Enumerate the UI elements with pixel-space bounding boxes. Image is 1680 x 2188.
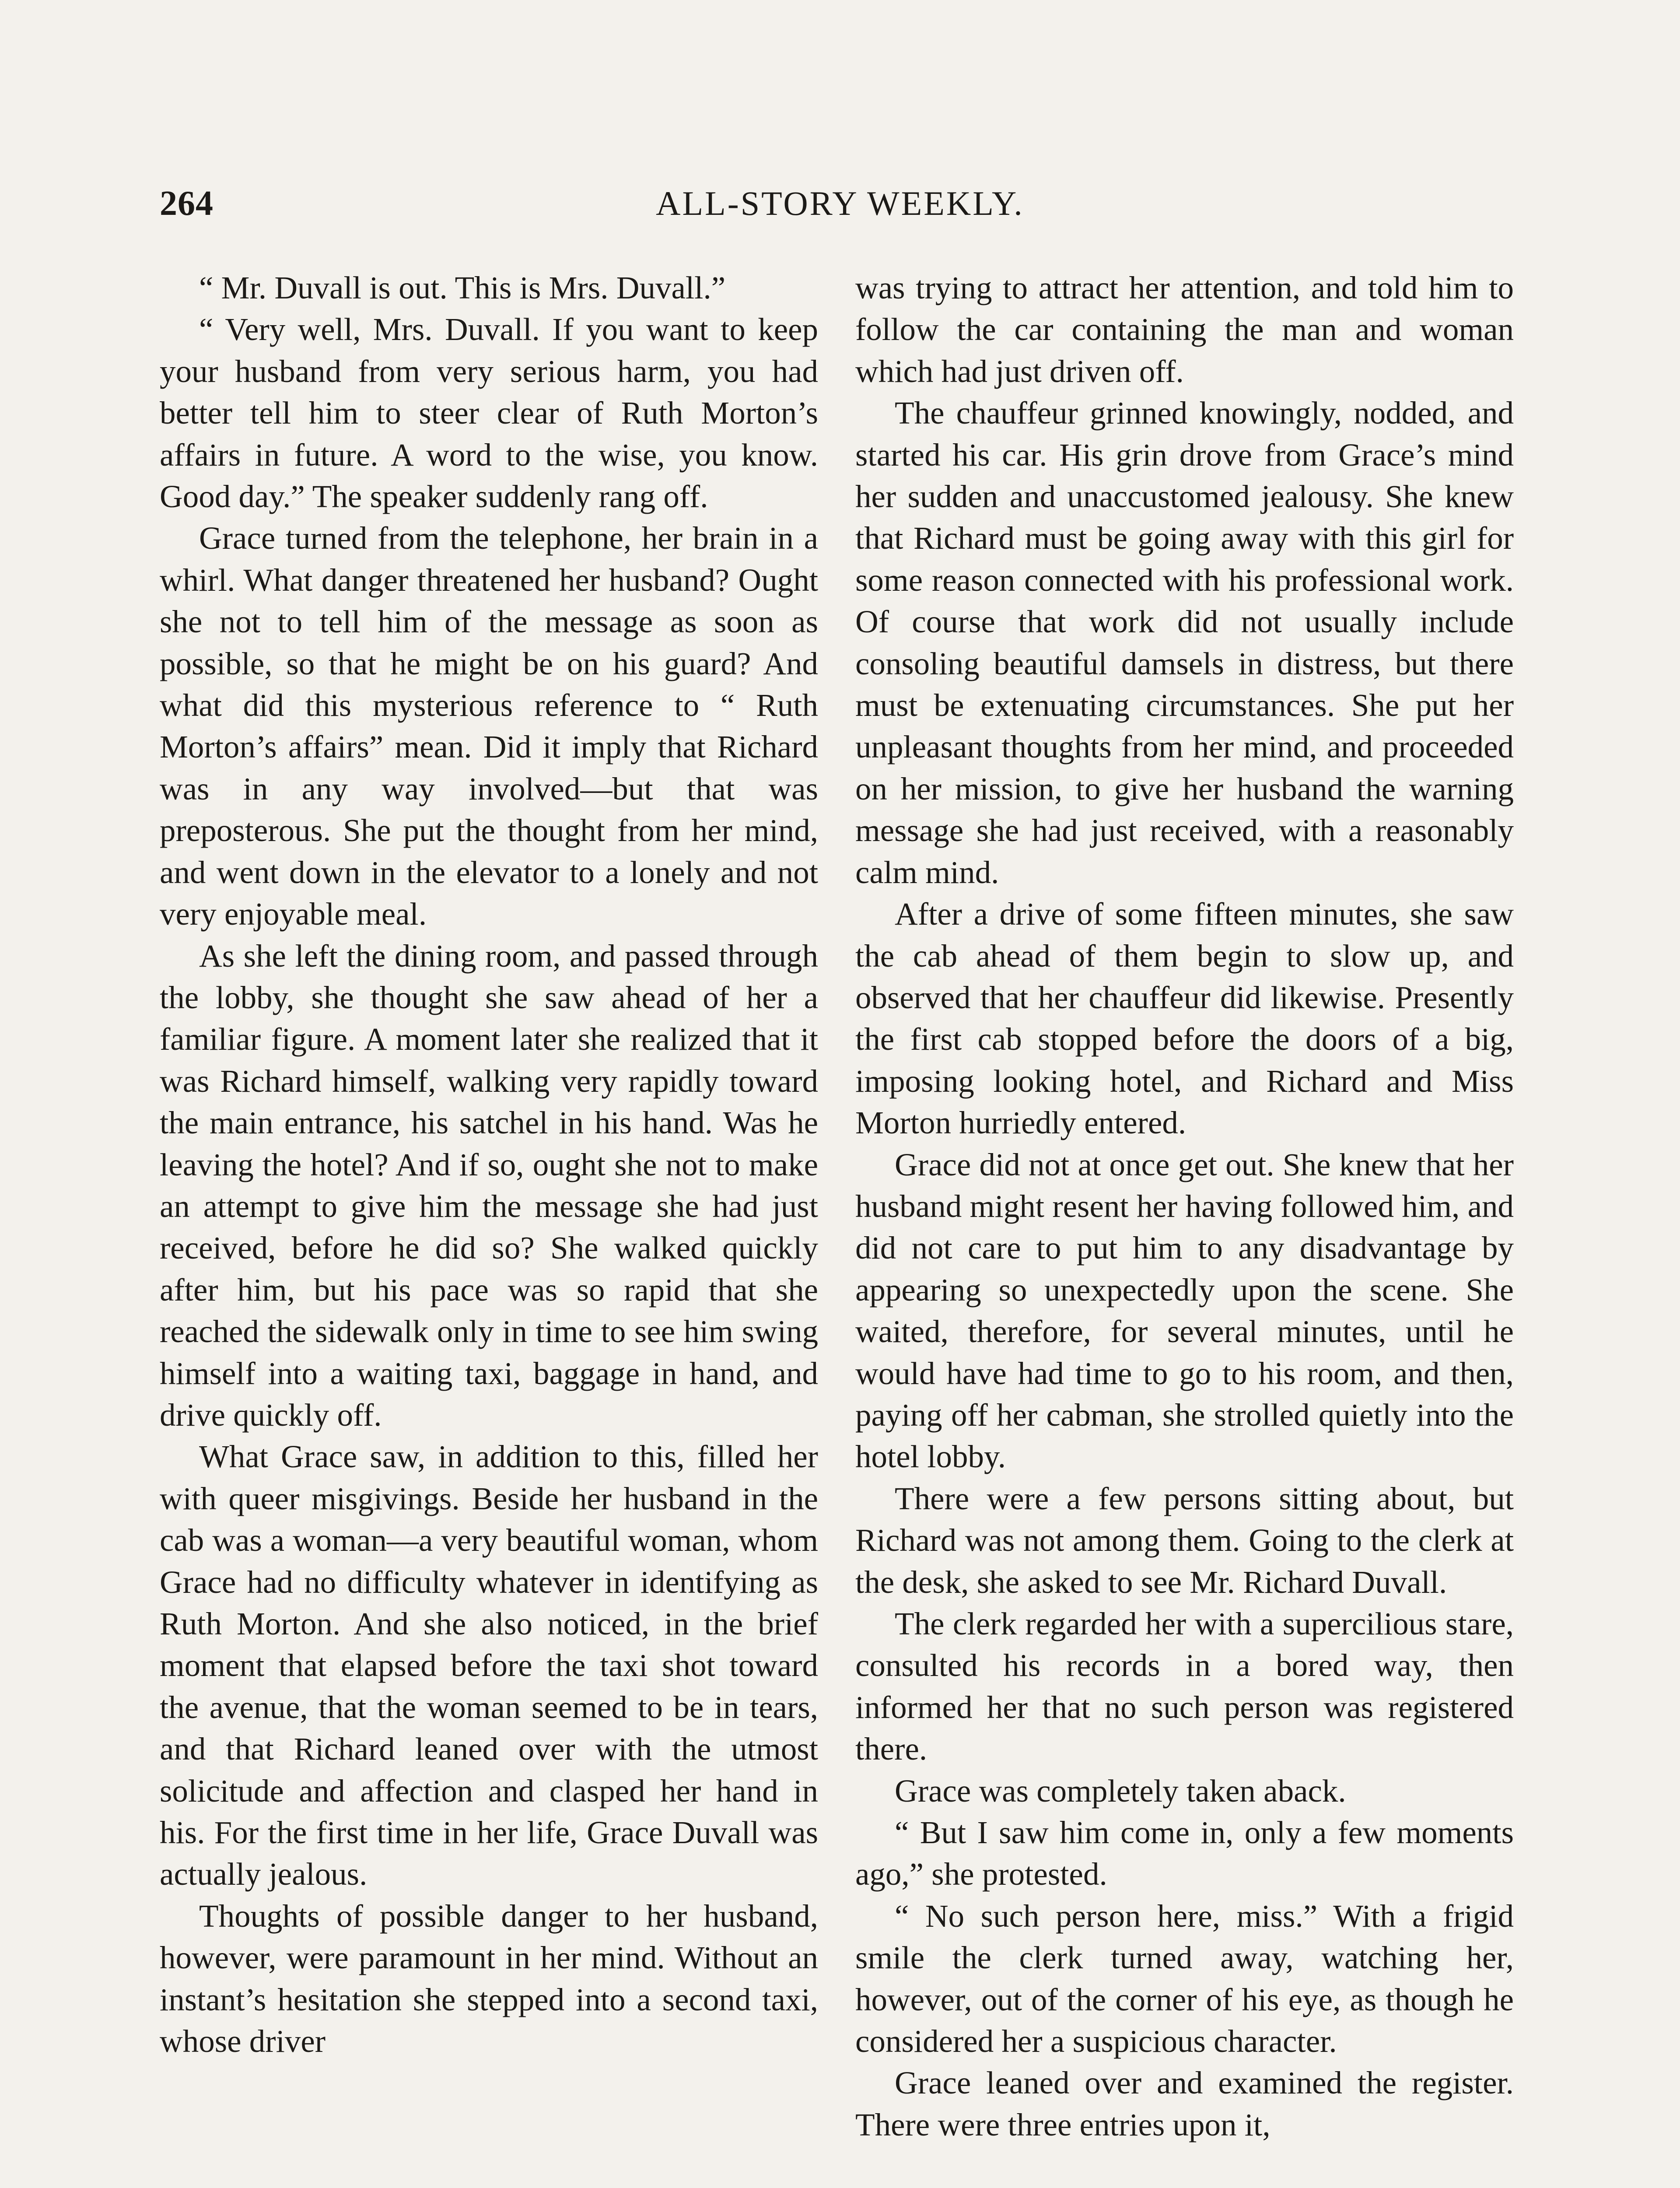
left-column (160, 267, 818, 2062)
running-title: ALL-STORY WEEKLY. (656, 184, 1024, 222)
paragraph: As she left the dining room, and passed through the lobby, she thought she saw ahead of her a familiar figure. A moment later she realized that it was Richard himself, walking very rapidly toward the main entrance, his satchel in his hand. Was he leaving the hotel? And if so, ought she not to make an attempt to give him the message she had just received, before he did so? She walked quickly after him, but his pace was so rapid that she reached the sidewalk only in time to see him swing himself into a waiting taxi, baggage in hand, and drive quickly off. (160, 938, 818, 1433)
paragraph: What Grace saw, in addition to this, filled her with queer misgivings. Beside her husband in the cab was a woman—a very beautiful woman, whom Grace had no difficulty whatever in identifying as Ruth Morton. And she also noticed, in the brief moment that elapsed before the taxi shot toward the avenue, that the woman seemed to be in tears, and that Richard leaned over with the utmost solicitude and affection and clasped her hand in his. For the first time in her life, Grace Duvall was actually jealous. (160, 1439, 818, 1892)
paragraph: was trying to attract her attention, and told him to follow the car containing the man and woman which had just driven off. (855, 270, 1514, 389)
paragraph: Grace leaned over and examined the register. There were three entries upon it, (855, 2065, 1514, 2142)
paragraph: “ Very well, Mrs. Duvall. If you want to keep your husband from very serious harm, you had better tell him to steer clear of Ruth Morton’s affairs in future. A word to the wise, you know. Good day.” The speaker suddenly rang off. (160, 312, 818, 515)
paragraph: The clerk regarded her with a supercilious stare, consulted his records in a bored way, then informed her that no such person was registered there. (855, 1606, 1514, 1767)
paragraph: Grace did not at once get out. She knew that her husband might resent her having followed him, and did not care to put him to any disadvantage by appearing so unexpectedly upon the scene. She waited, therefore, for several minutes, until he would have had time to go to his room, and then, paying off her cabman, she strolled quietly into the hotel lobby. (855, 1147, 1514, 1475)
paragraph: “ No such person here, miss.” With a frigid smile the clerk turned away, watching her, however, out of the corner of his eye, as though he considered her a suspicious character. (855, 1898, 1514, 2059)
paragraph: “ But I saw him come in, only a few moments ago,” she protested. (855, 1815, 1514, 1892)
paragraph: There were a few persons sitting about, but Richard was not among them. Going to the clerk at the desk, she asked to see Mr. Richard Duvall. (855, 1480, 1514, 1600)
right-column (855, 267, 1514, 2146)
page-header (160, 184, 1520, 236)
paragraph: Grace was completely taken aback. (895, 1773, 1346, 1809)
page-number: 264 (160, 184, 214, 223)
paragraph: The chauffeur grinned knowingly, nodded, and started his car. His grin drove from Grace’s mind her sudden and unaccustomed jealousy. She knew that Richard must be going away with this girl for some reason connected with his professional work. Of course that work did not usually include consoling beautiful damsels in distress, but there must be extenuating circumstances. She put her unpleasant thoughts from her mind, and proceeded on her mission, to give her husband the warning message she had just received, with a reasonably calm mind. (855, 395, 1514, 890)
paragraph: Grace turned from the telephone, her brain in a whirl. What danger threatened her husband? Ought she not to tell him of the message as soon as possible, so that he might be on his guard? And what did this mysterious reference to “ Ruth Morton’s affairs” mean. Did it imply that Richard was in any way involved—but that was preposterous. She put the thought from her mind, and went down in the elevator to a lonely and not very enjoyable meal. (160, 520, 818, 932)
paragraph: Thoughts of possible danger to her husband, however, were paramount in her mind. Without an instant’s hesitation she stepped into a second taxi, whose driver (160, 1898, 818, 2059)
paragraph: “ Mr. Duvall is out. This is Mrs. Duvall.” (199, 270, 726, 305)
paragraph: After a drive of some fifteen minutes, she saw the cab ahead of them begin to slow up, and observed that her chauffeur did likewise. Presently the first cab stopped before the doors of a big, imposing looking hotel, and Richard and Miss Morton hurriedly entered. (855, 896, 1514, 1141)
